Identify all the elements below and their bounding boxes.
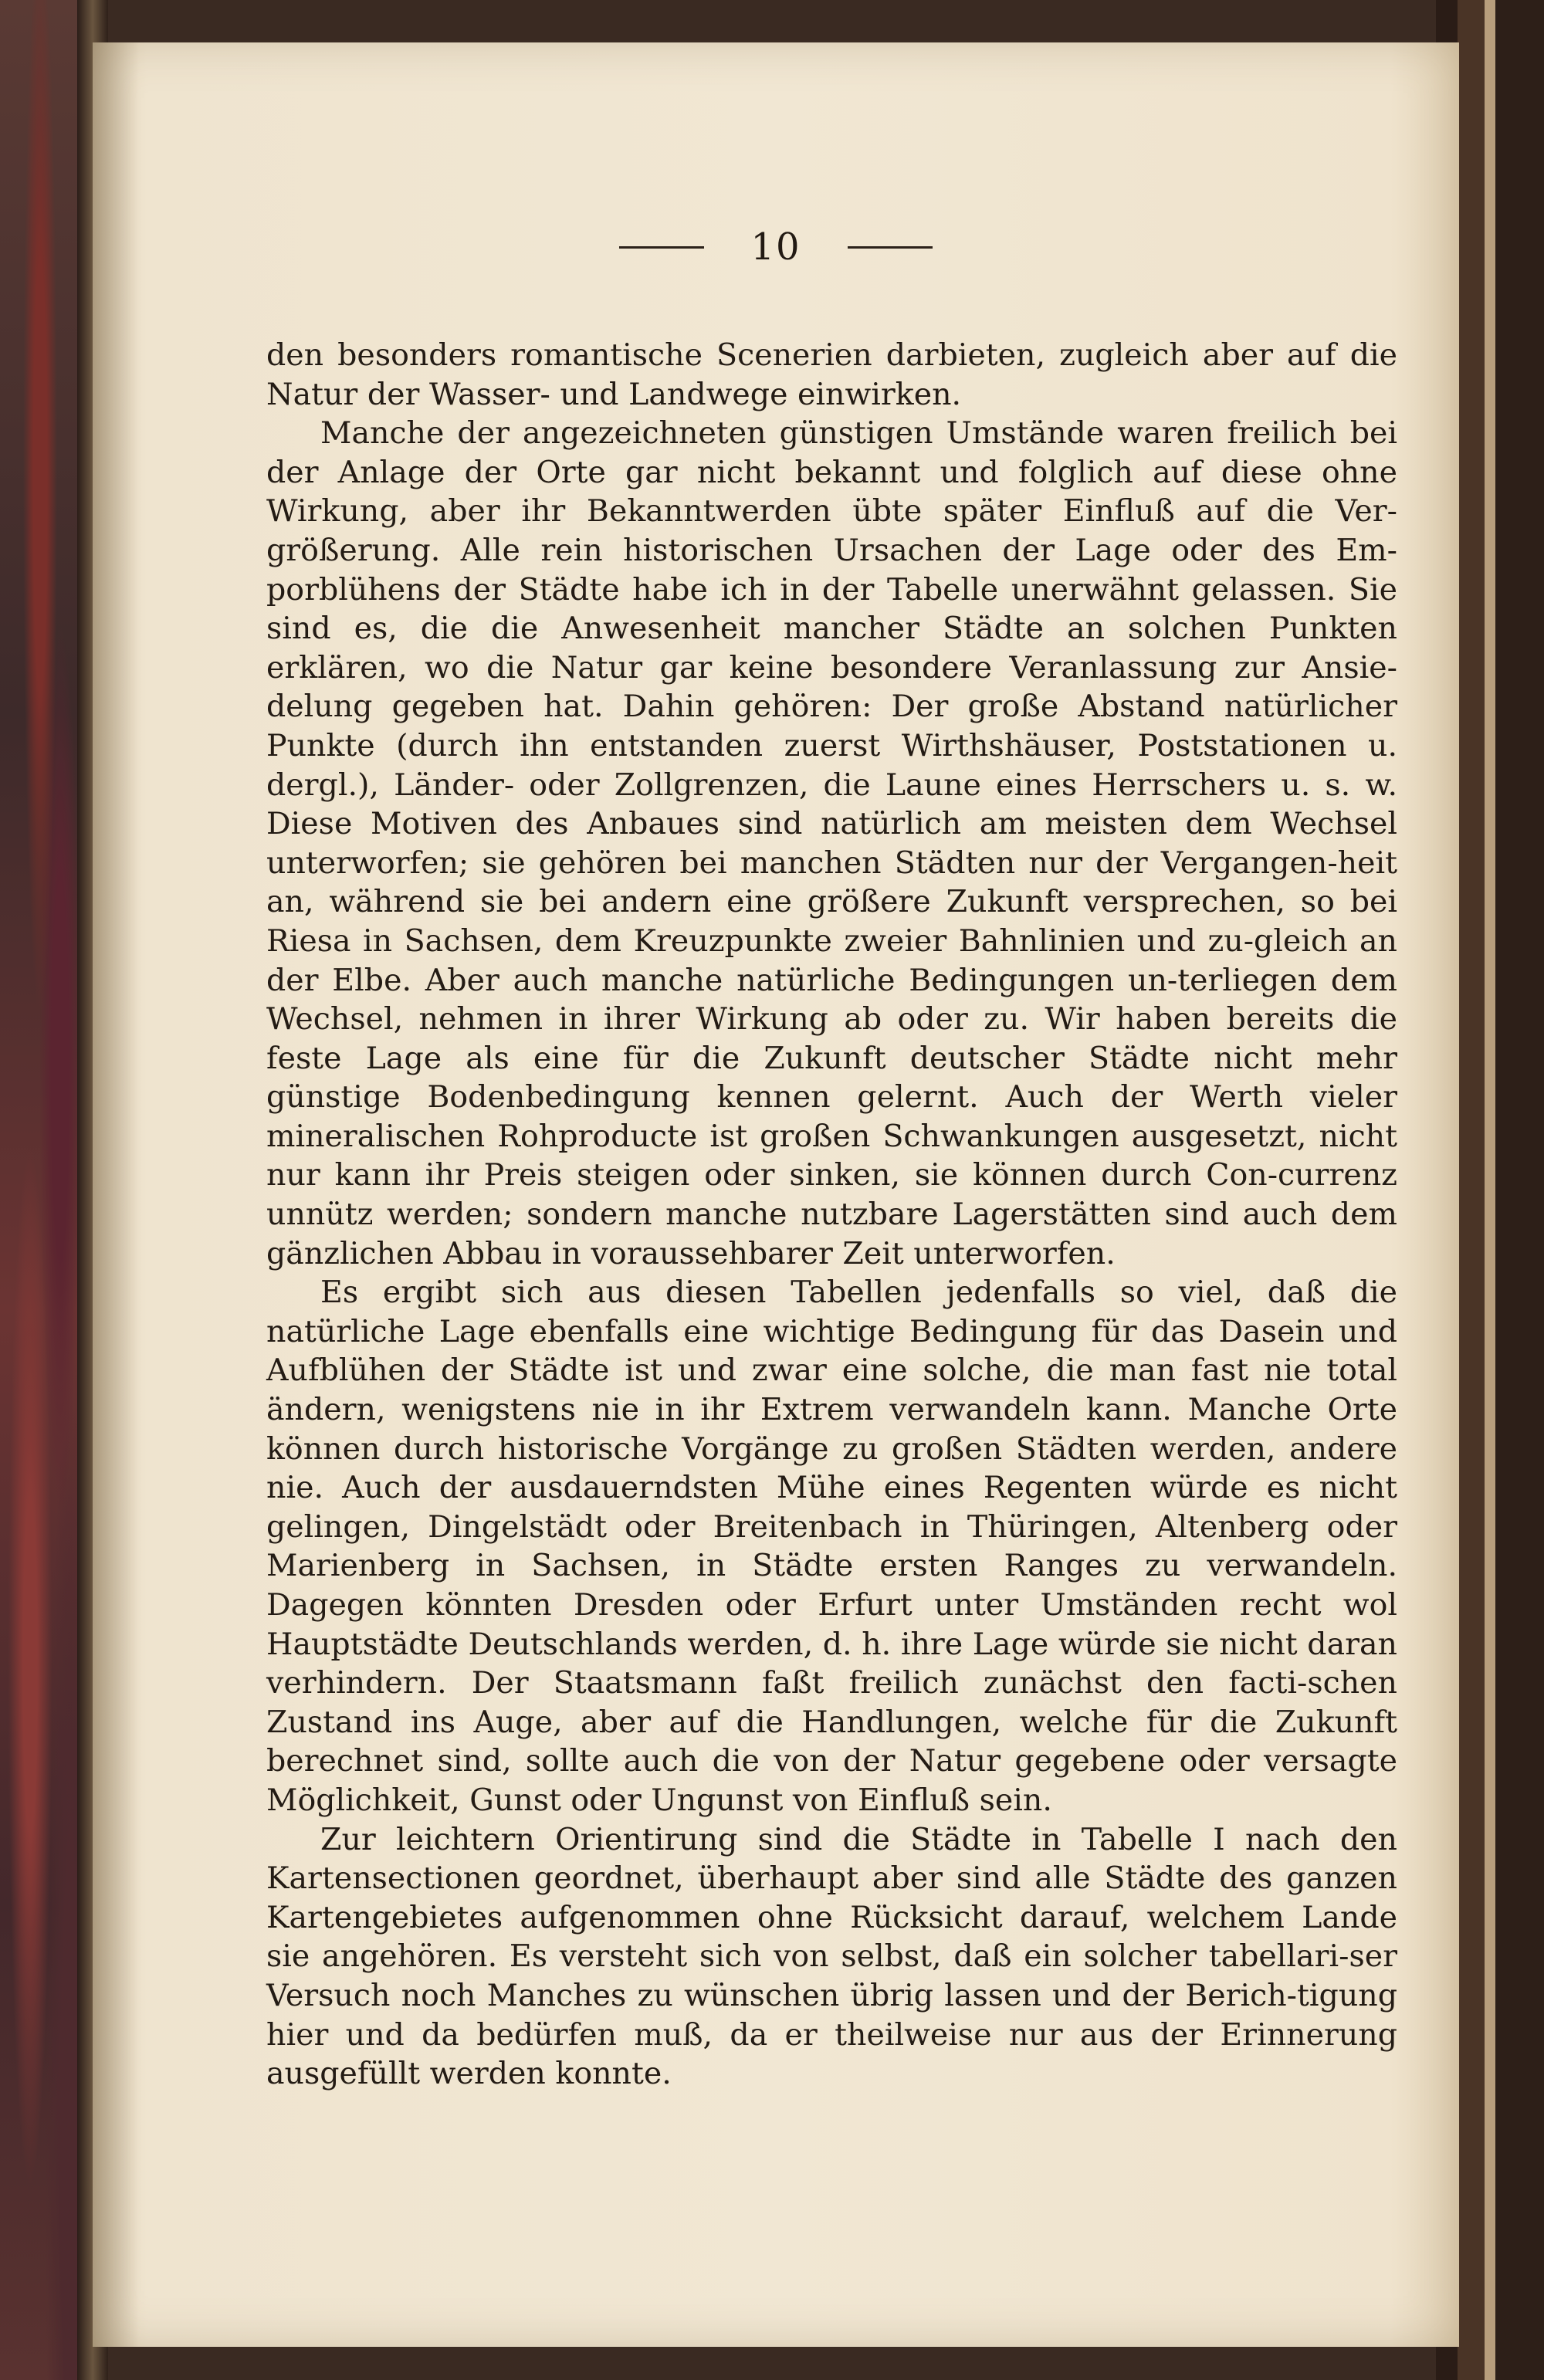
- paragraph-4: Zur leichtern Orientirung sind die Städte in Tabelle I nach den Kartensectionen geordnet, überhaupt aber sind alle Städte des ganzen Kartengebietes aufgenommen ohne Rücksicht darauf, welchem Lande sie angehören. Es versteht sich von selbst, daß ein solcher tabellari-ser Versuch noch Manches zu wünschen übrig lassen und der Berich-tigung hier und da bedürfen muß, da er theilweise nur aus der Erinnerung ausgefüllt werden konnte.: [266, 1821, 1397, 2092]
- paragraph-2: Manche der angezeichneten günstigen Umstände waren freilich bei der Anlage der Orte gar nicht bekannt und folglich auf diese ohne Wirkung, aber ihr Bekanntwerden übte später Einfluß auf die Ver-größerung. Alle rein historischen Ursachen der Lage oder des Em-porblühens der Städte habe ich in der Tabelle unerwähnt gelassen. Sie sind es, die die Anwesenheit mancher Städte an solchen Punkten erklären, wo die Natur gar keine besondere Veranlassung zur Ansie-delung gegeben hat. Dahin gehören: Der große Abstand natürlicher Punkte (durch ihn entstanden zuerst Wirthshäuser, Poststationen u. dergl.), Länder- oder Zollgrenzen, die Laune eines Herrschers u. s. w. Diese Motiven des Anbaues sind natürlich am meisten dem Wechsel unterworfen; sie gehören bei manchen Städten nur der Vergangen-heit an, während sie bei andern eine größere Zukunft versprechen, so bei Riesa in Sachsen, dem Kreuzpunkte zweier Bahnlinien und zu-gleich an der Elbe. Aber auch manche natürliche Bedingungen un-terliegen dem Wechsel, nehmen in ihrer Wirkung ab oder zu. Wir haben bereits die feste Lage als eine für die Zukunft deutscher Städte nicht mehr günstige Bodenbedingung kennen gelernt. Auch der Werth vieler mineralischen Rohproducte ist großen Schwankungen ausgesetzt, nicht nur kann ihr Preis steigen oder sinken, sie können durch Con-currenz unnütz werden; sondern manche nutzbare Lagerstätten sind auch dem gänzlichen Abbau in voraussehbarer Zeit unterworfen.: [266, 415, 1397, 1271]
- page-header: [93, 220, 1459, 274]
- page-number: 10: [750, 225, 801, 269]
- body-text: [266, 336, 1397, 2094]
- book-page: [93, 42, 1459, 2347]
- gutter-shadow: [93, 42, 139, 2347]
- header-rule-right: [848, 246, 933, 249]
- header-rule-left: [619, 246, 704, 249]
- paragraph-1: den besonders romantische Scenerien darbieten, zugleich aber auf die Natur der Wasser- und Landwege einwirken.: [266, 337, 1397, 412]
- paragraph-3: Es ergibt sich aus diesen Tabellen jedenfalls so viel, daß die natürliche Lage ebenfalls eine wichtige Bedingung für das Dasein und Aufblühen der Städte ist und zwar eine solche, die man fast nie total ändern, wenigstens nie in ihr Extrem verwandeln kann. Manche Orte können durch historische Vorgänge zu großen Städten werden, andere nie. Auch der ausdauerndsten Mühe eines Regenten würde es nicht gelingen, Dingelstädt oder Breitenbach in Thüringen, Altenberg oder Marienberg in Sachsen, in Städte ersten Ranges zu verwandeln. Dagegen könnten Dresden oder Erfurt unter Umständen recht wol Hauptstädte Deutschlands werden, d. h. ihre Lage würde sie nicht daran verhindern. Der Staatsmann faßt freilich zunächst den facti-schen Zustand ins Auge, aber auf die Handlungen, welche für die Zukunft berechnet sind, sollte auch die von der Natur gegebene oder versagte Möglichkeit, Gunst oder Ungunst von Einfluß sein.: [266, 1275, 1397, 1818]
